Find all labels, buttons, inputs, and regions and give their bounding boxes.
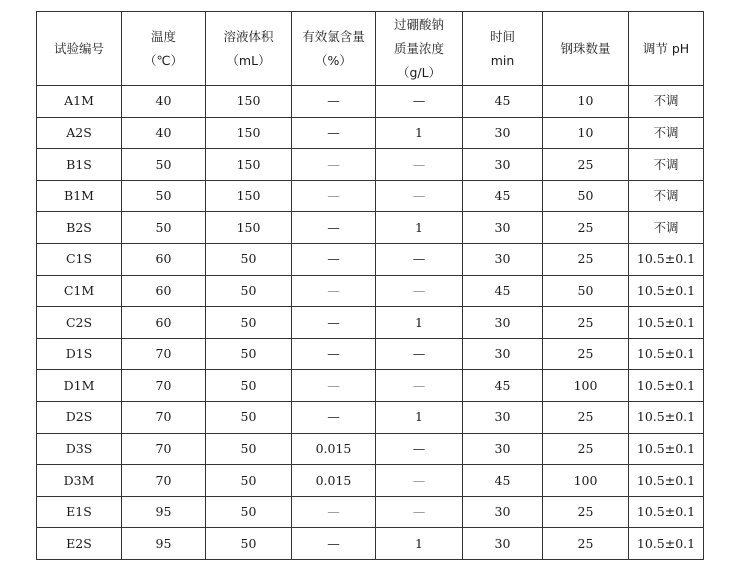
table-cell-temperature: 60 xyxy=(122,275,206,307)
table-cell-available-chlorine: — xyxy=(292,338,376,370)
table-cell-steel-ball-count: 100 xyxy=(543,370,629,402)
table-cell-steel-ball-count: 10 xyxy=(543,86,629,118)
table-row xyxy=(37,149,704,181)
table-cell-test-id: D1S xyxy=(37,338,122,370)
table-cell-sodium-perborate-concentration: 1 xyxy=(376,117,463,149)
table-cell-ph-adjustment: 10.5±0.1 xyxy=(629,275,704,307)
table-cell-steel-ball-count: 25 xyxy=(543,338,629,370)
table-cell-solution-volume: 50 xyxy=(206,275,292,307)
table-cell-temperature: 50 xyxy=(122,180,206,212)
table-row xyxy=(37,401,704,433)
table-cell-sodium-perborate-concentration: 1 xyxy=(376,307,463,339)
table-row xyxy=(37,212,704,244)
column-header-sodium-perborate-concentration xyxy=(376,12,463,86)
table-cell-solution-volume: 50 xyxy=(206,307,292,339)
table-cell-solution-volume: 50 xyxy=(206,243,292,275)
table-cell-test-id: C2S xyxy=(37,307,122,339)
table-cell-temperature: 70 xyxy=(122,338,206,370)
table-cell-solution-volume: 150 xyxy=(206,212,292,244)
experiment-table xyxy=(36,11,704,560)
table-cell-sodium-perborate-concentration: — xyxy=(376,465,463,497)
table-cell-test-id: D3M xyxy=(37,465,122,497)
table-row xyxy=(37,433,704,465)
table-cell-sodium-perborate-concentration: — xyxy=(376,180,463,212)
column-header-line: 钢珠数量 xyxy=(560,40,611,56)
table-cell-ph-adjustment: 10.5±0.1 xyxy=(629,307,704,339)
column-header-line: 过硼酸钠 xyxy=(393,16,444,32)
column-header-line: （g/L） xyxy=(396,64,442,80)
table-row xyxy=(37,243,704,275)
table-cell-steel-ball-count: 25 xyxy=(543,433,629,465)
table-row xyxy=(37,117,704,149)
table-cell-test-id: D3S xyxy=(37,433,122,465)
table-cell-test-id: E1S xyxy=(37,496,122,528)
table-cell-ph-adjustment: 10.5±0.1 xyxy=(629,370,704,402)
table-cell-time: 30 xyxy=(463,496,543,528)
table-cell-temperature: 50 xyxy=(122,149,206,181)
column-header-line: （mL） xyxy=(226,52,271,68)
table-cell-ph-adjustment: 不调 xyxy=(629,86,704,118)
table-cell-steel-ball-count: 50 xyxy=(543,275,629,307)
table-cell-temperature: 60 xyxy=(122,243,206,275)
table-row xyxy=(37,370,704,402)
table-cell-available-chlorine: — xyxy=(292,275,376,307)
table-cell-time: 30 xyxy=(463,117,543,149)
table-cell-solution-volume: 150 xyxy=(206,86,292,118)
table-cell-time: 30 xyxy=(463,401,543,433)
table-cell-time: 30 xyxy=(463,433,543,465)
table-cell-ph-adjustment: 10.5±0.1 xyxy=(629,338,704,370)
table-cell-sodium-perborate-concentration: — xyxy=(376,243,463,275)
table-row xyxy=(37,338,704,370)
table-cell-sodium-perborate-concentration: 1 xyxy=(376,528,463,560)
header-row xyxy=(37,12,704,86)
table-cell-time: 45 xyxy=(463,180,543,212)
table-cell-available-chlorine: — xyxy=(292,212,376,244)
table-cell-sodium-perborate-concentration: — xyxy=(376,370,463,402)
table-row xyxy=(37,528,704,560)
table-cell-available-chlorine: — xyxy=(292,180,376,212)
table-cell-time: 45 xyxy=(463,465,543,497)
column-header-temperature xyxy=(122,12,206,86)
table-row xyxy=(37,496,704,528)
column-header-available-chlorine xyxy=(292,12,376,86)
table-cell-steel-ball-count: 25 xyxy=(543,496,629,528)
table-cell-steel-ball-count: 25 xyxy=(543,212,629,244)
table-cell-sodium-perborate-concentration: — xyxy=(376,433,463,465)
table-cell-ph-adjustment: 10.5±0.1 xyxy=(629,401,704,433)
table-cell-solution-volume: 50 xyxy=(206,338,292,370)
table-row xyxy=(37,180,704,212)
table-cell-time: 30 xyxy=(463,528,543,560)
table-cell-steel-ball-count: 25 xyxy=(543,243,629,275)
table-cell-time: 45 xyxy=(463,370,543,402)
table-cell-solution-volume: 50 xyxy=(206,433,292,465)
table-cell-steel-ball-count: 100 xyxy=(543,465,629,497)
table-cell-time: 30 xyxy=(463,149,543,181)
table-cell-test-id: D2S xyxy=(37,401,122,433)
table-cell-temperature: 60 xyxy=(122,307,206,339)
table-row xyxy=(37,465,704,497)
table-header xyxy=(37,12,704,86)
table-cell-test-id: C1M xyxy=(37,275,122,307)
column-header-line: 温度 xyxy=(150,28,176,44)
table-cell-available-chlorine: — xyxy=(292,528,376,560)
column-header-steel-ball-count xyxy=(543,12,629,86)
table-cell-available-chlorine: — xyxy=(292,117,376,149)
table-cell-available-chlorine: — xyxy=(292,243,376,275)
table-cell-test-id: B1S xyxy=(37,149,122,181)
table-cell-steel-ball-count: 25 xyxy=(543,528,629,560)
table-cell-available-chlorine: 0.015 xyxy=(292,465,376,497)
table-cell-sodium-perborate-concentration: 1 xyxy=(376,401,463,433)
table-cell-ph-adjustment: 10.5±0.1 xyxy=(629,433,704,465)
table-cell-available-chlorine: — xyxy=(292,307,376,339)
table-cell-temperature: 40 xyxy=(122,86,206,118)
table-cell-time: 30 xyxy=(463,338,543,370)
table-cell-solution-volume: 150 xyxy=(206,180,292,212)
table-cell-available-chlorine: — xyxy=(292,370,376,402)
column-header-line: min xyxy=(490,52,515,68)
table-cell-steel-ball-count: 25 xyxy=(543,307,629,339)
table-cell-test-id: A2S xyxy=(37,117,122,149)
table-cell-solution-volume: 50 xyxy=(206,496,292,528)
table-body xyxy=(37,86,704,560)
table-cell-sodium-perborate-concentration: — xyxy=(376,86,463,118)
table-cell-temperature: 95 xyxy=(122,528,206,560)
table-cell-test-id: D1M xyxy=(37,370,122,402)
table-cell-ph-adjustment: 不调 xyxy=(629,117,704,149)
column-header-line: 质量浓度 xyxy=(393,40,444,56)
table-cell-sodium-perborate-concentration: — xyxy=(376,149,463,181)
table-cell-test-id: C1S xyxy=(37,243,122,275)
table-cell-available-chlorine: — xyxy=(292,149,376,181)
table-cell-available-chlorine: — xyxy=(292,496,376,528)
column-header-line: 溶液体积 xyxy=(223,28,274,44)
table-row xyxy=(37,86,704,118)
table-row xyxy=(37,307,704,339)
table-cell-available-chlorine: — xyxy=(292,401,376,433)
table-cell-sodium-perborate-concentration: — xyxy=(376,338,463,370)
table-cell-ph-adjustment: 10.5±0.1 xyxy=(629,465,704,497)
table-cell-available-chlorine: 0.015 xyxy=(292,433,376,465)
table-cell-solution-volume: 50 xyxy=(206,528,292,560)
table-cell-sodium-perborate-concentration: — xyxy=(376,496,463,528)
table-cell-available-chlorine: — xyxy=(292,86,376,118)
table-cell-steel-ball-count: 50 xyxy=(543,180,629,212)
table-cell-solution-volume: 50 xyxy=(206,401,292,433)
column-header-line: （%） xyxy=(315,52,352,68)
table-cell-solution-volume: 50 xyxy=(206,370,292,402)
table-cell-sodium-perborate-concentration: 1 xyxy=(376,212,463,244)
table-cell-steel-ball-count: 10 xyxy=(543,117,629,149)
table-cell-ph-adjustment: 10.5±0.1 xyxy=(629,528,704,560)
table-cell-test-id: E2S xyxy=(37,528,122,560)
column-header-time xyxy=(463,12,543,86)
table-cell-solution-volume: 50 xyxy=(206,465,292,497)
table-cell-time: 30 xyxy=(463,243,543,275)
column-header-line: 调节 pH xyxy=(642,40,690,56)
table-cell-time: 30 xyxy=(463,307,543,339)
column-header-solution-volume xyxy=(206,12,292,86)
table-cell-time: 45 xyxy=(463,275,543,307)
table-cell-ph-adjustment: 不调 xyxy=(629,149,704,181)
table-cell-temperature: 70 xyxy=(122,370,206,402)
column-header-line: 时间 xyxy=(489,28,515,44)
table-cell-solution-volume: 150 xyxy=(206,117,292,149)
column-header-test-id xyxy=(37,12,122,86)
table-cell-ph-adjustment: 10.5±0.1 xyxy=(629,243,704,275)
table-cell-temperature: 70 xyxy=(122,401,206,433)
table-cell-temperature: 70 xyxy=(122,433,206,465)
table-cell-test-id: B1M xyxy=(37,180,122,212)
table-cell-temperature: 95 xyxy=(122,496,206,528)
table-cell-temperature: 40 xyxy=(122,117,206,149)
table-cell-ph-adjustment: 不调 xyxy=(629,180,704,212)
column-header-ph-adjustment xyxy=(629,12,704,86)
table-cell-steel-ball-count: 25 xyxy=(543,149,629,181)
table-cell-time: 30 xyxy=(463,212,543,244)
table-cell-test-id: B2S xyxy=(37,212,122,244)
table-cell-temperature: 70 xyxy=(122,465,206,497)
column-header-line: 有效氯含量 xyxy=(302,28,365,44)
table-cell-sodium-perborate-concentration: — xyxy=(376,275,463,307)
table-cell-steel-ball-count: 25 xyxy=(543,401,629,433)
column-header-line: （℃） xyxy=(143,52,184,68)
table-cell-ph-adjustment: 不调 xyxy=(629,212,704,244)
table-cell-ph-adjustment: 10.5±0.1 xyxy=(629,496,704,528)
table-cell-temperature: 50 xyxy=(122,212,206,244)
table-cell-test-id: A1M xyxy=(37,86,122,118)
table-cell-solution-volume: 150 xyxy=(206,149,292,181)
column-header-line: 试验编号 xyxy=(53,40,104,56)
table-row xyxy=(37,275,704,307)
table-cell-time: 45 xyxy=(463,86,543,118)
